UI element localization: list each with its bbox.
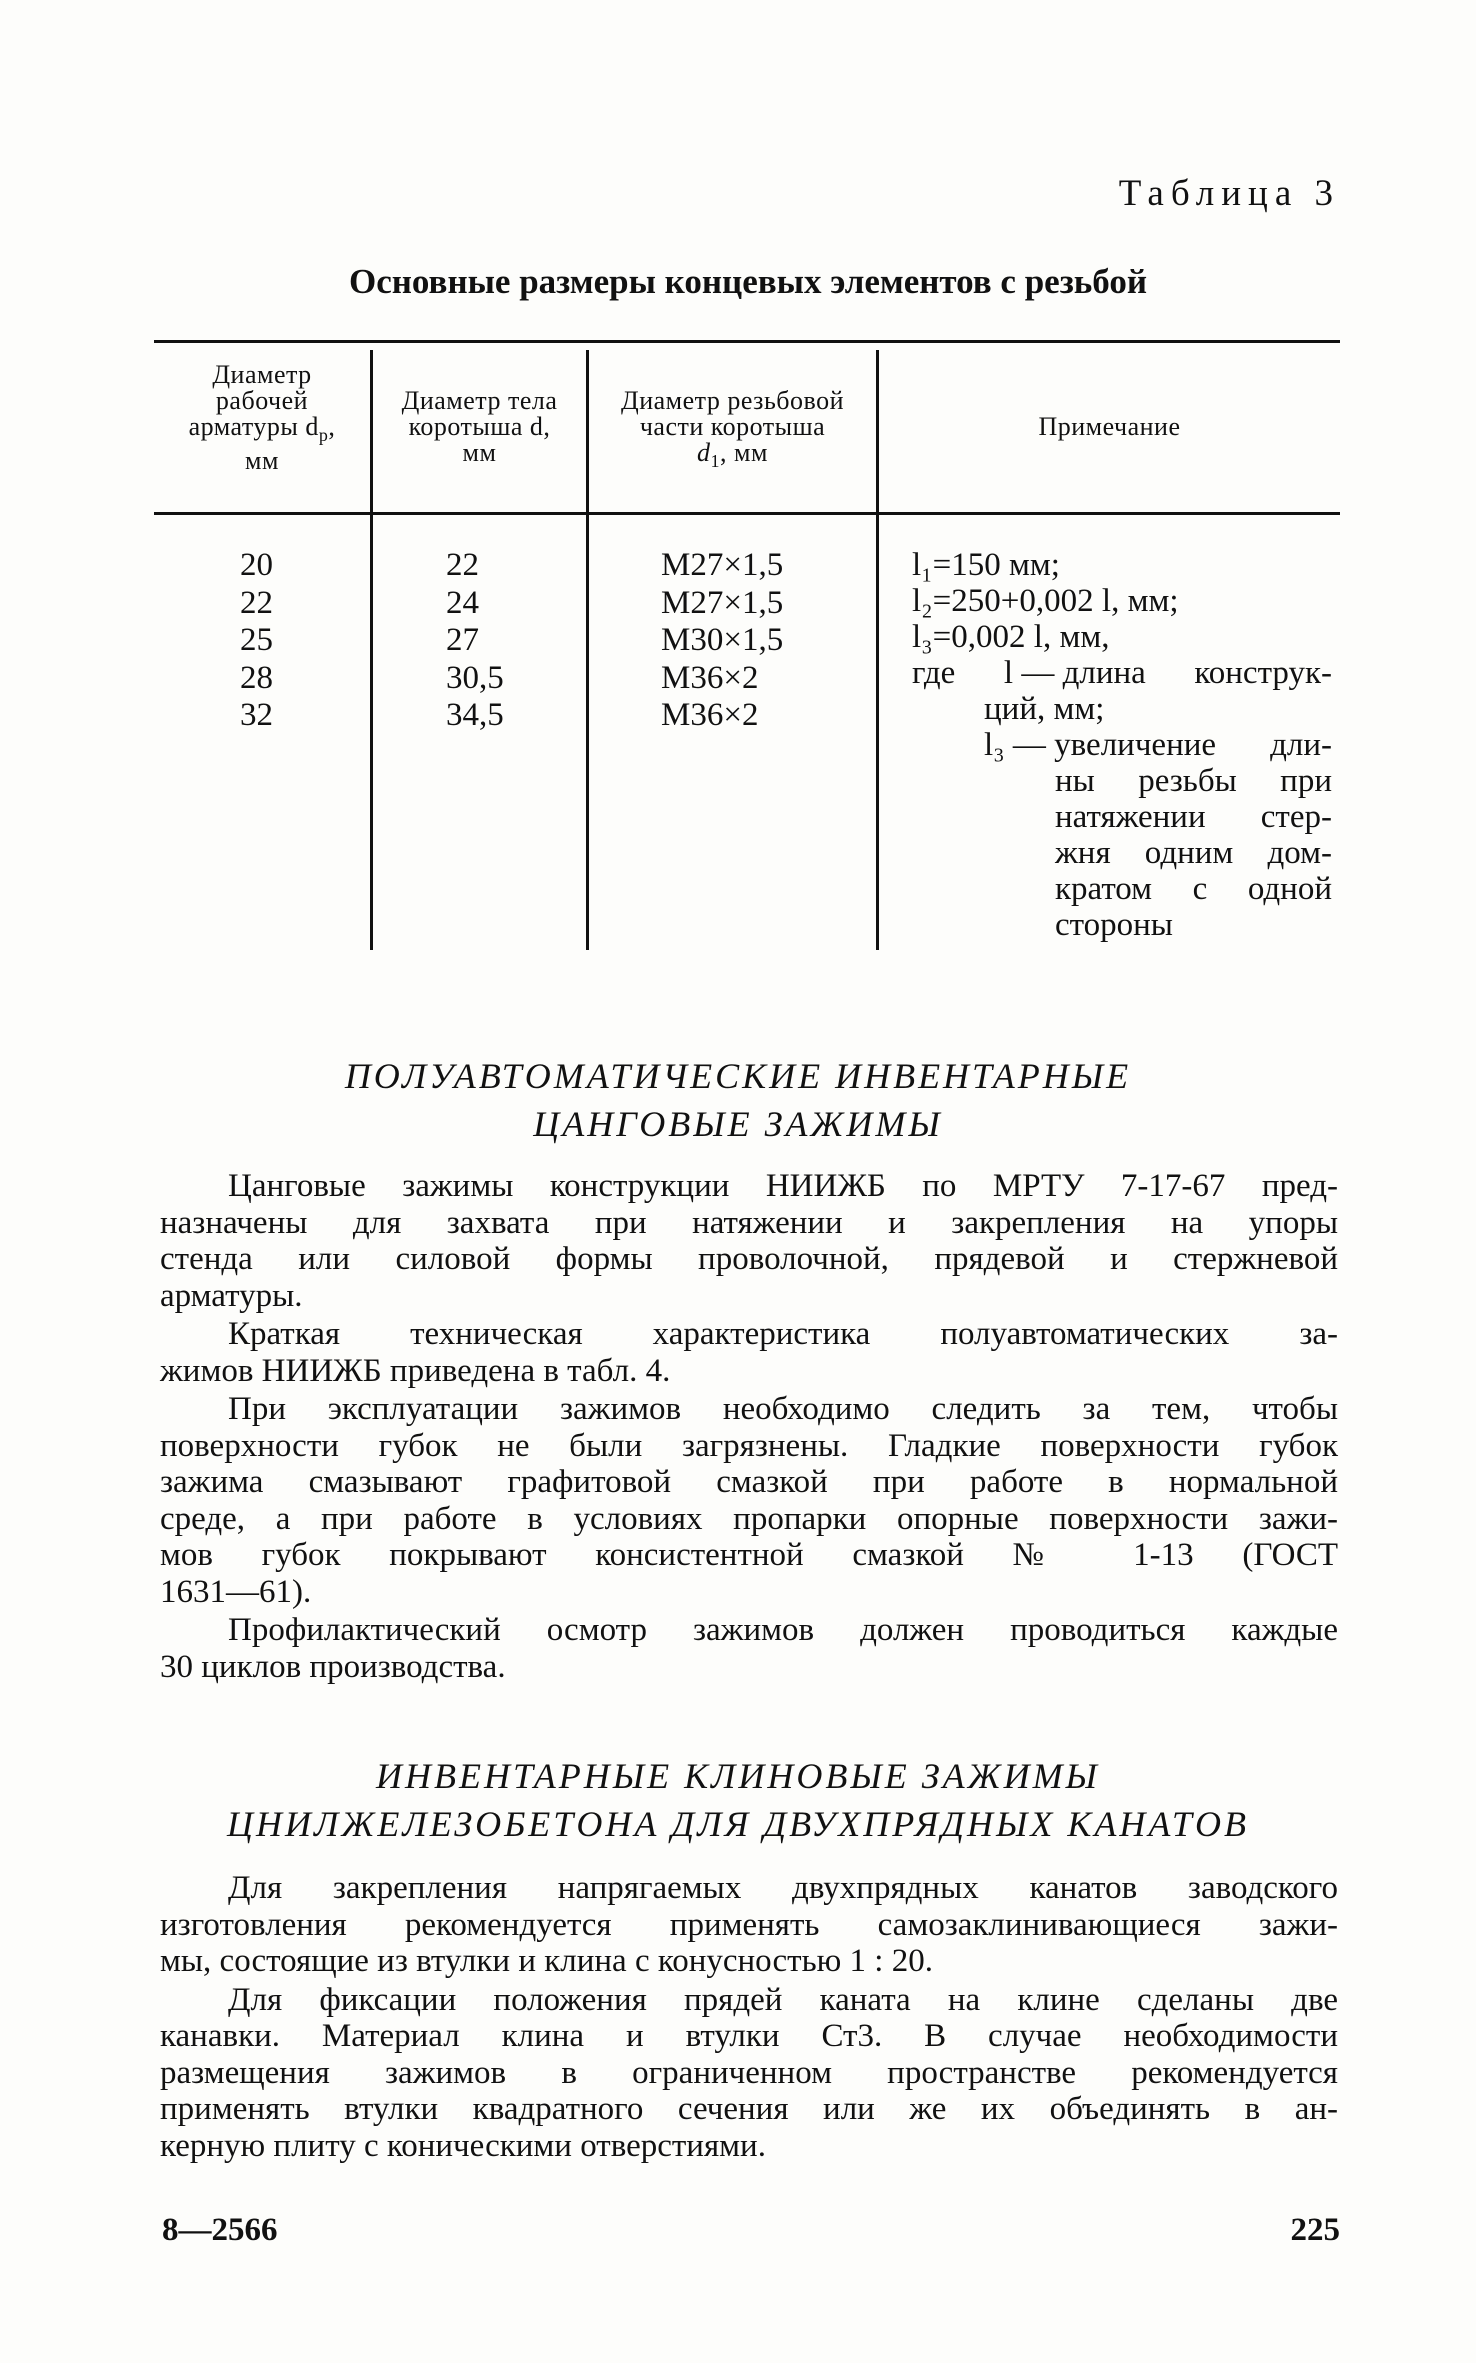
page-number: 225: [1290, 2212, 1340, 2248]
note-line: l₃=0,002 l, мм,: [912, 619, 1110, 655]
note-line: жня одним дом-: [1055, 835, 1332, 871]
dimensions-table: [154, 340, 1340, 952]
note-line: стороны: [1055, 907, 1173, 943]
column-divider-3: [876, 350, 879, 950]
table-header-rule: [154, 512, 1340, 515]
column-note: [912, 547, 1332, 943]
table-top-rule: [154, 340, 1340, 343]
table-cell: 32: [240, 697, 273, 733]
header-working-rebar-diameter: Диаметр рабочей арматуры $d_р$, мм: [188, 360, 336, 475]
signature-mark: 8—2566: [162, 2212, 278, 2248]
section-body-collet-clamps: [160, 1168, 1338, 1685]
table-title: Основные размеры концевых элементов с резьбой: [348, 262, 1147, 301]
note-line: где l — длина конструк-: [912, 655, 1332, 691]
table-cell: 22: [446, 547, 479, 583]
table-cell: 24: [446, 584, 479, 621]
note-line: ны резьбы при: [1055, 763, 1332, 799]
paragraph: Профилактический осмотр зажимов должен проводиться каждые 30 циклов производства.: [160, 1612, 1338, 1685]
table-cell: 28: [240, 659, 273, 696]
paragraph: Цанговые зажимы конструкции НИИЖБ по МРТУ 7-17-67 пред- назначены для захвата при натяжении и закрепления на упоры стенда или силовой формы проволочной, прядевой и стержневой арматуры.: [160, 1168, 1338, 1314]
table-cell: 20: [240, 547, 273, 583]
table-cell: 34,5: [446, 697, 504, 733]
header-body-diameter: Диаметр тела коротыша d, мм: [401, 386, 558, 467]
note-line: ций, мм;: [984, 691, 1105, 727]
note-line: l₃ — увеличение дли-: [984, 727, 1332, 763]
table-cell: М27×1,5: [661, 547, 784, 583]
paragraph: Для закрепления напрягаемых двухпрядных канатов заводского изготовления рекомендуется применять самозаклинивающиеся зажи- мы, состоящие из втулки и клина с конусностью 1 : 20.: [160, 1870, 1338, 1979]
table-cell: 22: [240, 584, 273, 621]
header-note: Примечание: [1038, 412, 1181, 441]
note-line: кратом с одной: [1055, 871, 1332, 907]
table-cell: М36×2: [661, 697, 759, 733]
column-body-diameter: [446, 547, 504, 735]
table-cell: М36×2: [661, 659, 759, 696]
paragraph: Краткая техническая характеристика полуавтоматических за- жимов НИИЖБ приведена в табл. 4.: [160, 1316, 1338, 1389]
table-cell: 27: [446, 622, 479, 658]
table-cell: 25: [240, 622, 273, 658]
paragraph: Для фиксации положения прядей каната на клине сделаны две канавки. Материал клина и втулки Ст3. В случае необходимости размещения зажимов в ограниченном пространстве рекомендуется применять втулки квадратного сечения или же их объединять в ан- керную плиту с коническими отверстиями.: [160, 1981, 1338, 2164]
table-cell: М27×1,5: [661, 584, 784, 621]
column-rebar-diameter: [240, 547, 273, 735]
note-line: натяжении стер-: [1055, 799, 1332, 835]
table-cell: 30,5: [446, 659, 504, 696]
table-cell: М30×1,5: [661, 622, 784, 658]
paragraph: При эксплуатации зажимов необходимо следить за тем, чтобы поверхности губок не были загрязнены. Гладкие поверхности губок зажима смазывают графитовой смазкой при работе в нормальной среде, а при работе в условиях пропарки опорные поверхности зажи- мов губок покрывают консистентной смазкой № 1-13 (ГОСТ 1631—61).: [160, 1391, 1338, 1610]
section-heading-wedge-clamps: ИНВЕНТАРНЫЕ КЛИНОВЫЕ ЗАЖИМЫ ЦНИЛЖЕЛЕЗОБЕТОНА ДЛЯ ДВУХПРЯДНЫХ КАНАТОВ: [227, 1756, 1249, 1844]
section-body-wedge-clamps: [160, 1870, 1338, 2164]
section-heading-collet-clamps: ПОЛУАВТОМАТИЧЕСКИЕ ИНВЕНТАРНЫЕ ЦАНГОВЫЕ ЗАЖИМЫ: [344, 1056, 1132, 1144]
column-thread-diameter: [661, 547, 783, 735]
table-label: Таблица 3: [1118, 173, 1340, 214]
header-threaded-part-diameter: Диаметр резьбовой части коротыша $d_1$, мм: [620, 386, 845, 471]
note-line: l₂=250+0,002 l, мм;: [912, 583, 1179, 619]
note-line: l₁=150 мм;: [912, 547, 1060, 583]
